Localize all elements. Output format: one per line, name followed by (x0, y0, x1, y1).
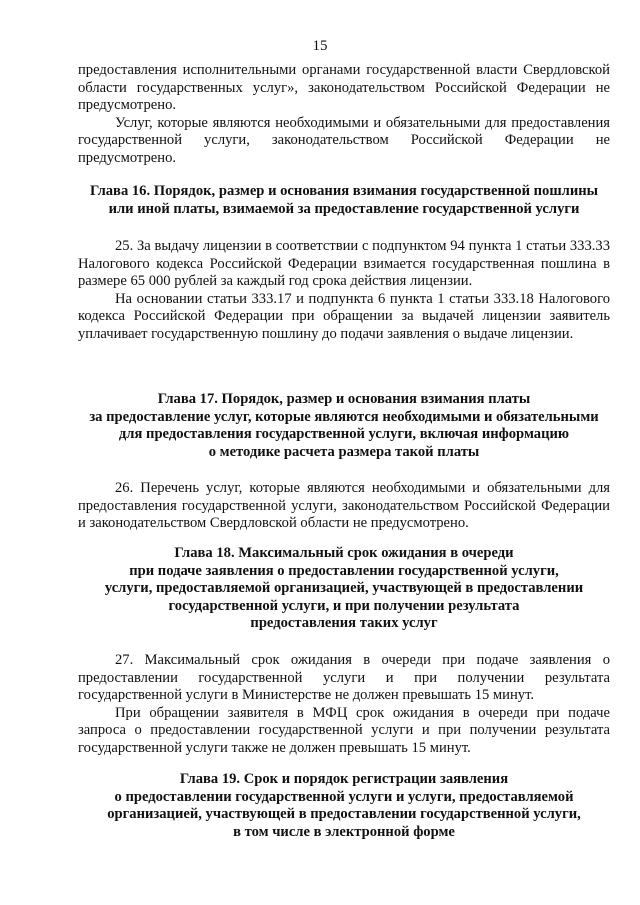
paragraph: На основании статьи 333.17 и подпункта 6 пункта 1 статьи 333.18 Налогового кодекса Российской Федерации при обращении за выдачей лицензии заявитель уплачивает государственную пошлину до подачи заявления о выдаче лицензии. (78, 290, 610, 342)
heading-line: организацией, участвующей в предоставлении государственной услуги, (107, 806, 581, 823)
page-number: 15 (312, 38, 328, 54)
heading-line: государственной услуги, и при получении результата (168, 597, 520, 614)
chapter-18-heading (78, 545, 610, 633)
heading-line: Глава 16. Порядок, размер и основания взимания государственной пошлины (89, 183, 599, 199)
chapter-16-heading (78, 183, 610, 218)
paragraph: 27. Максимальный срок ожидания в очереди при подаче заявления о предоставлении государственной услуги и при получении результата государственной услуги в Министерстве не должен превышать 15 минут. (78, 652, 610, 704)
heading-line: за предоставление услуг, которые являются необходимыми и обязательными (89, 408, 599, 425)
heading-line: Глава 18. Максимальный срок ожидания в очереди (174, 545, 514, 561)
paragraph: Услуг, которые являются необходимыми и обязательными для предоставления государственной услуги, законодательством Российской Федерации не предусмотрено. (78, 114, 610, 166)
chapter-16-text (78, 238, 610, 344)
paragraph: При обращении заявителя в МФЦ срок ожидания в очереди при подаче запроса о предоставлении государственной услуги и при получении результата государственной услуги также не должен превышать 15 минут. (78, 704, 610, 756)
paragraph: 25. За выдачу лицензии в соответствии с подпунктом 94 пункта 1 статьи 333.33 Налогового кодекса Российской Федерации взимается государственная пошлина в размере 65 000 рублей за каждый год срока действия лицензии. (78, 238, 610, 290)
heading-line: о методике расчета размера такой платы (208, 443, 480, 460)
heading-line: при подаче заявления о предоставлении государственной услуги, (129, 562, 559, 579)
heading-line: для предоставления государственной услуги, включая информацию (118, 426, 570, 443)
chapter-17-heading (78, 391, 610, 461)
heading-line: услуги, предоставляемой организацией, участвующей в предоставлении (104, 580, 584, 597)
heading-line: в том числе в электронной форме (233, 823, 455, 840)
intro-text (78, 62, 610, 168)
heading-line: предоставления таких услуг (250, 615, 438, 632)
chapter-19-heading (78, 771, 610, 841)
paragraph: предоставления исполнительными органами государственной власти Свердловской области государственных услуг», законодательством Российской Федерации не предусмотрено. (78, 62, 610, 114)
chapter-18-text (78, 652, 610, 758)
chapter-17-text (78, 480, 610, 533)
paragraph: 26. Перечень услуг, которые являются необходимыми и обязательными для предоставления государственной услуги, законодательством Российской Федерации и законодательством Свердловской области не предусмотрено. (78, 480, 610, 532)
heading-line: Глава 19. Срок и порядок регистрации заявления (179, 771, 509, 787)
heading-line: Глава 17. Порядок, размер и основания взимания платы (157, 391, 531, 407)
heading-line: или иной платы, взимаемой за предоставление государственной услуги (108, 200, 580, 217)
heading-line: о предоставлении государственной услуги и услуги, предоставляемой (114, 788, 574, 805)
